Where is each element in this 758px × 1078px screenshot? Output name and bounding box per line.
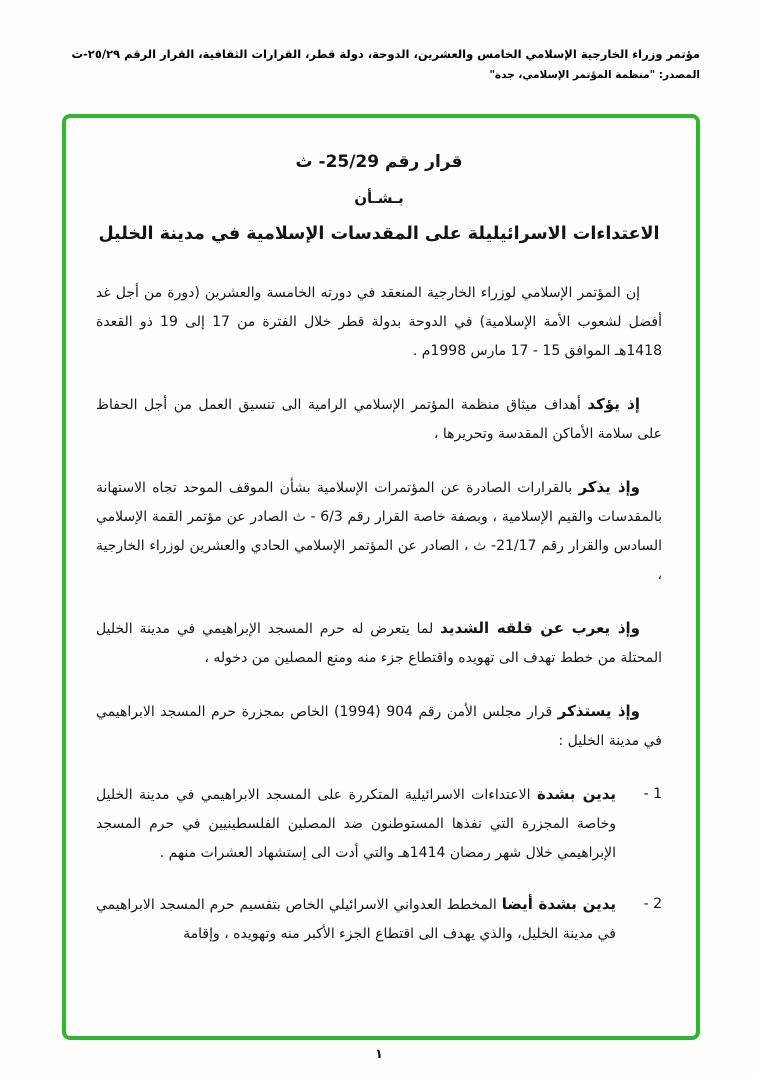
paragraph-lead: وإذ يعرب عن قلقه الشديد [440,619,640,637]
paragraph-lead: وإذ يذكر [578,478,640,496]
paragraph-lead: إذ يؤكد [587,395,640,413]
item-text-block [96,890,616,949]
paragraph-lead: وإذ يستذكر [557,702,641,720]
green-frame [62,114,700,1040]
item-number: 1 - [643,786,662,802]
preamble-paragraph-4 [96,614,662,673]
item-text: المخطط العدواني الاسرائيلي الخاص بتقسيم حرم المسجد الابراهيمي في مدينة الخليل، والذي يهدف الى اقتطاع الجزء الأكبر منه وتهويده ، وإقامة [96,897,616,942]
operative-item-2 [96,890,662,949]
document-header [62,46,700,81]
preamble-paragraph-2 [96,390,662,449]
paragraph-text: بالقرارات الصادرة عن المؤتمرات الإسلامية بشأن الموقف الموحد تجاه الاستهانة بالمقدسات والقيم الإسلامية ، وبصفة خاصة القرار رقم 6/3 - ث الصادر عن مؤتمر القمة الإسلامي السادس والقرار رقم 21/17- ث ، الصادر عن المؤتمر الإسلامي الحادي والعشرين لوزراء الخارجية ، [96,480,662,583]
item-lead: يدين بشدة أيضا [501,895,616,913]
title-block [96,152,662,244]
item-lead: يدين بشدة [536,785,616,803]
regarding-title: بـشـأن [354,189,404,207]
operative-item-1 [96,780,662,868]
paragraph-text: إن المؤتمر الإسلامي لوزراء الخارجية المنعقد في دورته الخامسة والعشرين (دورة من أجل غد أفضل لشعوب الأمة الإسلامية) في الدوحة بدولة قطر خلال الفترة من 17 إلى 19 ذو القعدة 1418هـ الموافق 15 - 17 مارس 1998م . [96,285,662,359]
header-conference-line: مؤتمر وزراء الخارجية الإسلامي الخامس والعشرين، الدوحة، دولة قطر، القرارات الثقافية، القرار الرقم ٢٥/٢٩-ث [71,47,700,61]
header-source-line: المصدر: "منظمة المؤتمر الإسلامي، جدة" [489,69,700,81]
item-text: الاعتداءات الاسرائيلية المتكررة على المسجد الابراهيمي في مدينة الخليل وخاصة المجزرة التي نفذها المستوطنون ضد المصلين الفلسطينيين في حرم المسجد الإبراهيمي خلال شهر رمضان 1414هـ والتي أدت الى إستشهاد العشرات منهم . [96,787,616,861]
paragraph-text: أهداف ميثاق منظمة المؤتمر الإسلامي الرامية الى تنسيق العمل من أجل الحفاظ على سلامة الأماكن المقدسة وتحريرها ، [96,397,662,442]
subject-title: الاعتداءات الاسرائيليلة على المقدسات الإسلامية في مدينة الخليل [98,224,660,244]
resolution-number-title: قرار رقم 25/29- ث [295,152,463,172]
preamble-paragraph-3 [96,473,662,590]
page-number: ١ [375,1047,383,1062]
item-number: 2 - [643,896,662,912]
resolution-body [96,278,662,949]
paragraph-text: قرار مجلس الأمن رقم 904 (1994) الخاص بمجزرة حرم المسجد الابراهيمي في مدينة الخليل : [96,704,662,749]
paragraph-text: لما يتعرض له حرم المسجد الإبراهيمي في مدينة الخليل المحتلة من خطط تهدف الى تهويده واقتطاع جزء منه ومنع المصلين من دخوله ، [96,621,662,666]
preamble-paragraph-5 [96,697,662,756]
item-text-block [96,780,616,868]
preamble-paragraph-1 [96,278,662,366]
